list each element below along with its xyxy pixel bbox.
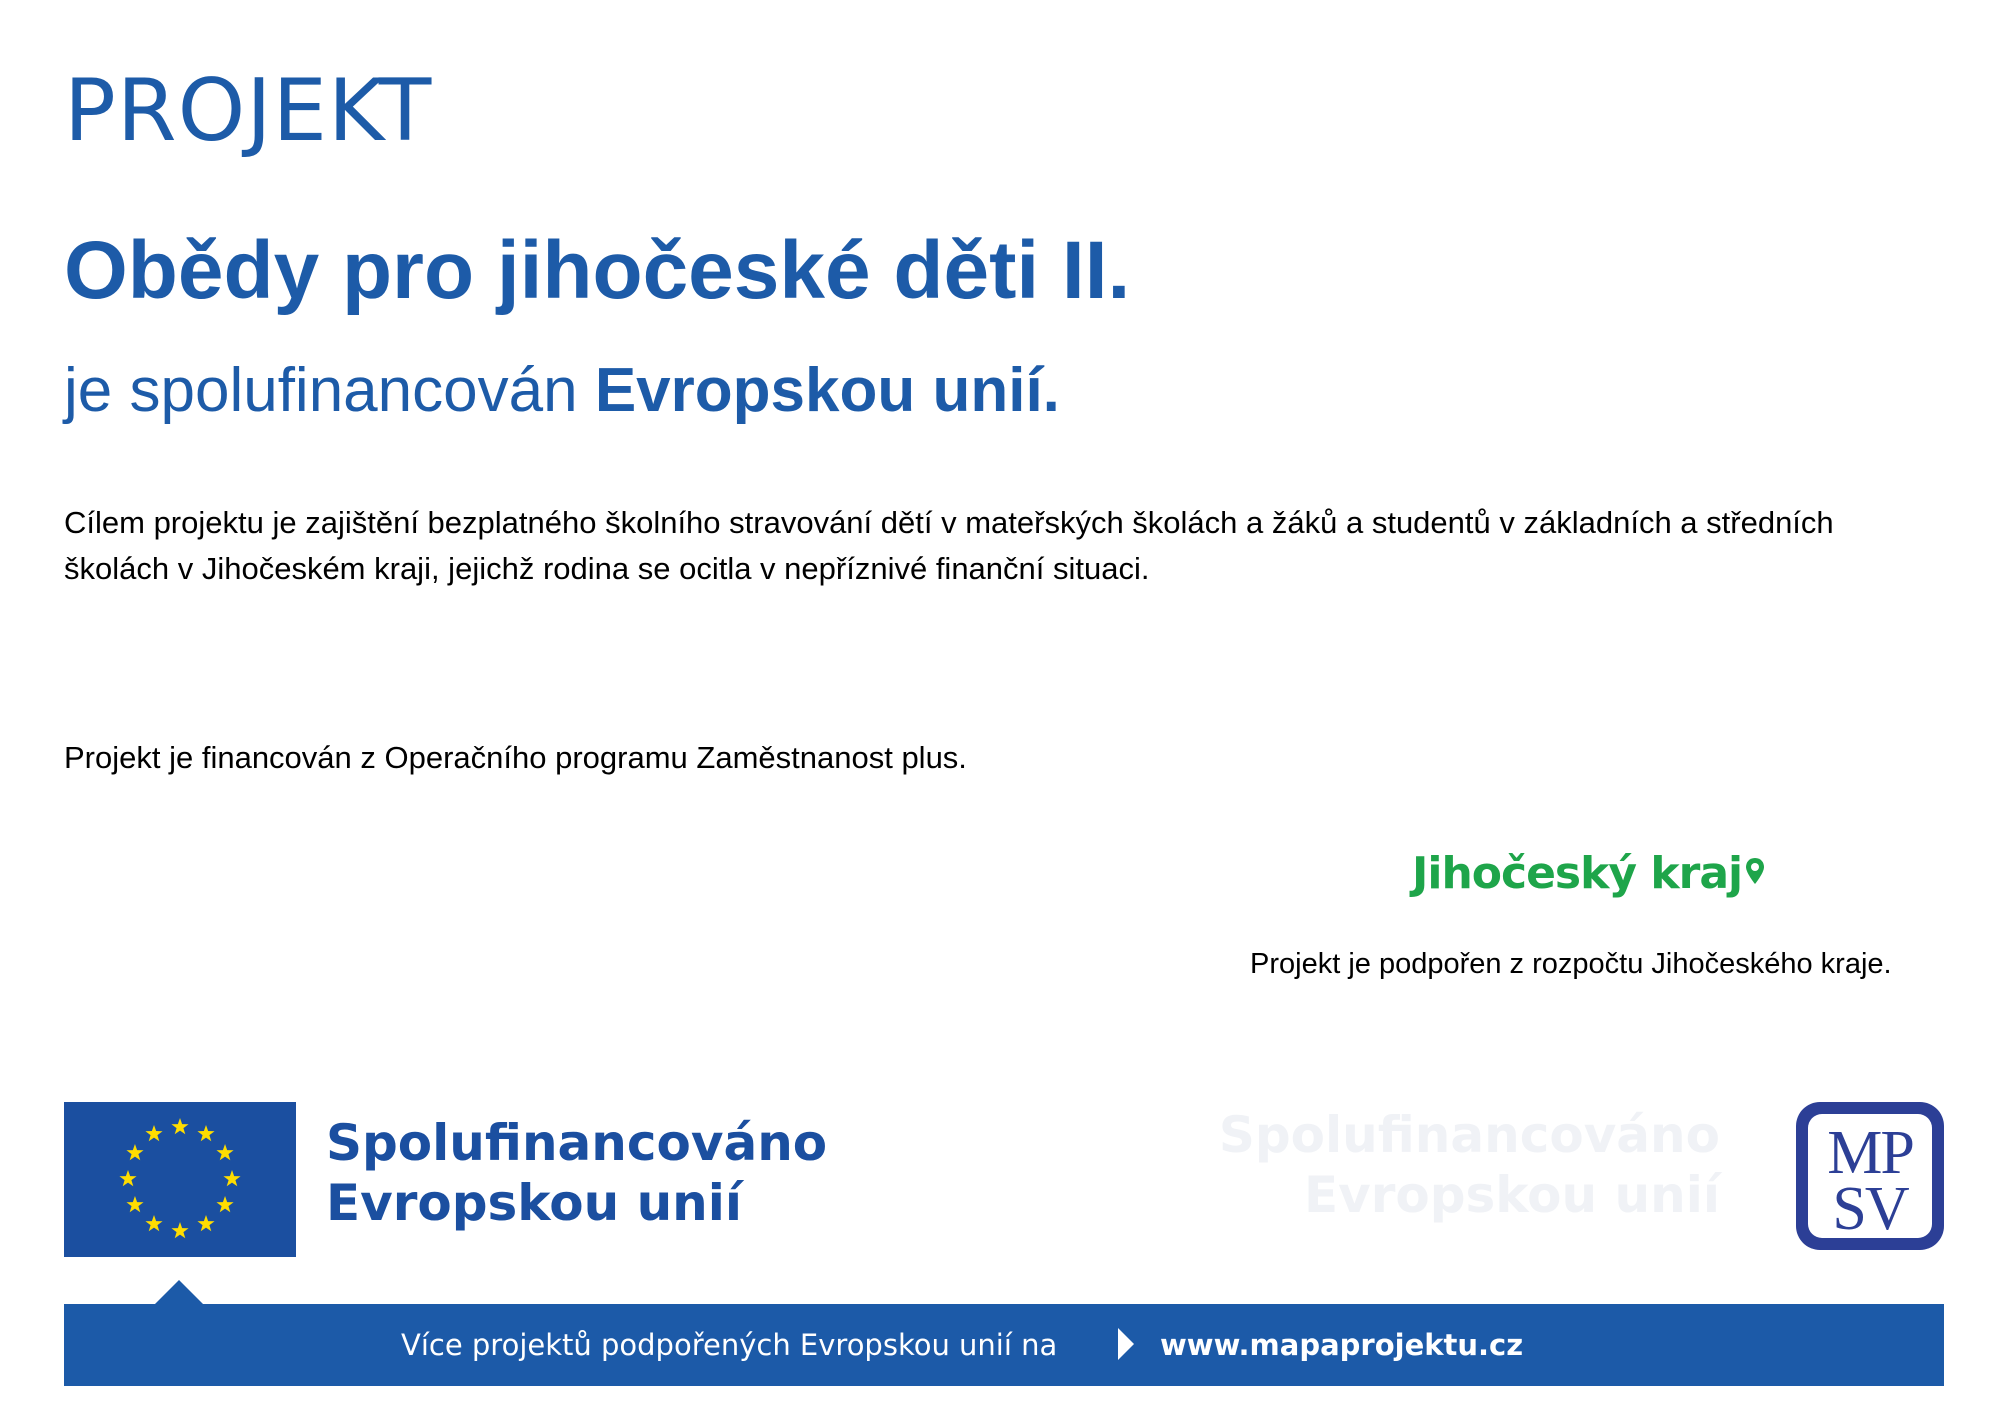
mpsv-logo-inner — [1808, 1114, 1932, 1243]
eu-star-icon — [145, 1215, 162, 1231]
eu-star-icon — [216, 1196, 233, 1212]
map-pin-icon — [1744, 852, 1766, 896]
footer-bar-url[interactable]: www.mapaprojektu.cz — [1160, 1328, 1524, 1362]
eu-star-icon — [223, 1170, 240, 1186]
mpsv-logo — [1796, 1102, 1944, 1250]
jihocesky-kraj-logo — [1412, 848, 1766, 899]
footer-bar — [64, 1304, 1944, 1386]
eu-stars-icon — [64, 1102, 296, 1257]
eu-star-icon — [216, 1144, 233, 1160]
eu-star-icon — [197, 1215, 214, 1231]
cofunding-subtitle — [64, 356, 1060, 425]
funding-note: Projekt je financován z Operačního programu Zaměstnanost plus. — [64, 740, 967, 775]
eu-flag — [64, 1102, 296, 1257]
mpsv-line1: MP — [1827, 1119, 1913, 1187]
region-logo-text: Jihočeský kraj — [1412, 848, 1743, 899]
chevron-right-icon — [1118, 1328, 1134, 1360]
eu-cofunding-text — [326, 1113, 827, 1233]
project-label: PROJEKT — [64, 61, 433, 161]
region-support-note: Projekt je podpořen z rozpočtu Jihočeského kraje. — [1250, 948, 1892, 980]
eu-star-icon — [119, 1170, 136, 1186]
mpsv-line2: SV — [1832, 1175, 1908, 1243]
subtitle-emphasis: Evropskou unií. — [594, 356, 1060, 425]
eu-text-line2: Evropskou unií — [326, 1174, 743, 1232]
footer-bar-text: Více projektů podpořených Evropskou unií na — [401, 1328, 1058, 1362]
eu-star-icon — [171, 1118, 188, 1134]
subtitle-prefix: je spolufinancován — [64, 356, 578, 425]
eu-text-line1: Spolufinancováno — [326, 1114, 828, 1172]
footer-bar-notch — [153, 1280, 205, 1306]
project-description: Cílem projektu je zajištění bezplatného školního stravování dětí v mateřských školách a žáků a studentů v základních a středních školách v Jihočeském kraji, jejichž rodina se ocitla v nepříznivé finanční situaci. — [64, 505, 1834, 586]
eu-star-icon — [145, 1125, 162, 1141]
eu-star-icon — [126, 1196, 143, 1212]
faded-text-line1: Spolufinancováno — [1218, 1106, 1720, 1164]
eu-star-icon — [171, 1222, 188, 1238]
eu-star-icon — [126, 1144, 143, 1160]
faded-cofunding-text — [1070, 1105, 1720, 1225]
eu-star-icon — [197, 1125, 214, 1141]
project-title: Obědy pro jihočeské děti II. — [64, 225, 1131, 316]
faded-text-line2: Evropskou unií — [1303, 1166, 1720, 1224]
